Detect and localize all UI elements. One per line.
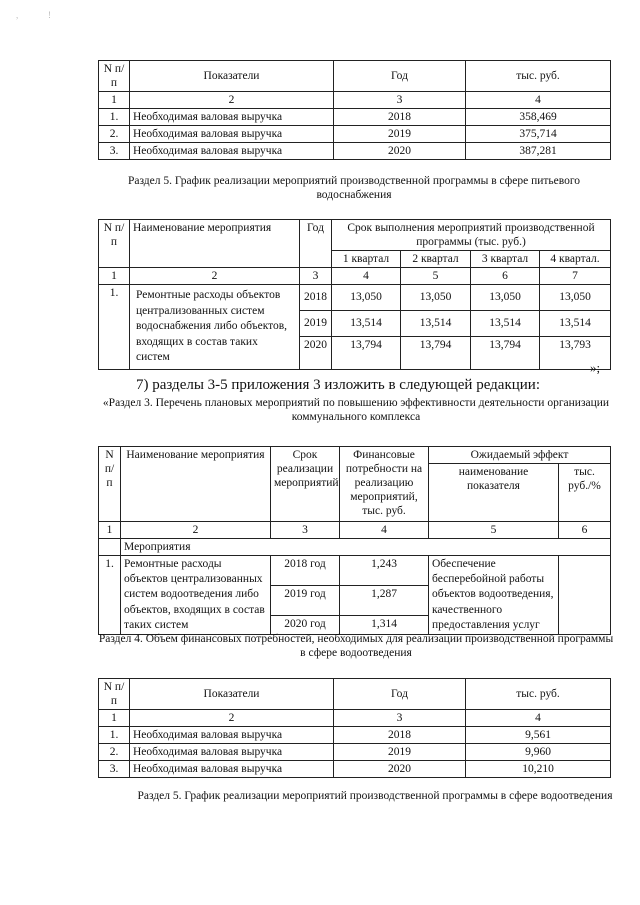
col-header-name: Наименование мероприятия — [130, 220, 300, 268]
col-header-effect: Ожидаемый эффект — [429, 447, 611, 464]
group-label: Мероприятия — [121, 539, 611, 556]
row-q2: 13,794 — [401, 336, 471, 369]
col-header-term: Срок выполнения мероприятий производственной программы (тыс. руб.) — [332, 220, 611, 251]
row-year: 2019 — [334, 126, 466, 143]
col-number: 4 — [466, 92, 611, 109]
row-num: 1. — [99, 556, 121, 635]
quarter-header: 1 квартал — [332, 251, 401, 268]
row-indicator: Необходимая валовая выручка — [130, 143, 334, 160]
table-row — [99, 126, 611, 143]
row-amount: 9,960 — [466, 744, 611, 761]
row-term: 2020 год — [271, 615, 340, 634]
row-year: 2020 — [334, 143, 466, 160]
row-amount: 1,243 — [340, 556, 429, 586]
col-header-amount: тыс. руб. — [466, 61, 611, 92]
row-q2: 13,514 — [401, 310, 471, 336]
section-4-title: Раздел 4. Объем финансовых потребностей, необходимых для реализации производственной программы в сфере водоотведения — [98, 633, 614, 660]
scan-mark: ! — [48, 10, 51, 20]
col-header-financing: Финансовые потребности на реализацию мероприятий, тыс. руб. — [340, 447, 429, 522]
col-number: 2 — [121, 522, 271, 539]
row-amount: 1,287 — [340, 586, 429, 616]
col-header-year: Год — [334, 679, 466, 710]
section-5-sewer-title: Раздел 5. График реализации мероприятий производственной программы в сфере водоотведения — [137, 790, 613, 802]
row-indicator: Необходимая валовая выручка — [130, 126, 334, 143]
col-number: 4 — [340, 522, 429, 539]
row-amount: 375,714 — [466, 126, 611, 143]
row-q4: 13,793 — [540, 336, 611, 369]
col-header-unit: тыс. руб./% — [559, 464, 611, 522]
row-year: 2019 — [334, 744, 466, 761]
row-num: 2. — [99, 744, 130, 761]
col-header-amount: тыс. руб. — [466, 679, 611, 710]
row-name: Ремонтные расходы объектов централизованных систем водоотведения либо объектов, входящих в состав таких систем — [121, 556, 271, 635]
col-number: 1 — [99, 710, 130, 727]
row-term: 2019 год — [271, 586, 340, 616]
quarter-header: 2 квартал — [401, 251, 471, 268]
row-indicator: Необходимая валовая выручка — [130, 744, 334, 761]
col-header-indicator: Показатели — [130, 61, 334, 92]
row-amount: 10,210 — [466, 761, 611, 778]
table-row — [99, 109, 611, 126]
col-header-indicator: наименование показателя — [429, 464, 559, 522]
section-3-title: «Раздел 3. Перечень плановых мероприятий по повышению эффективности деятельности организации коммунального комплекса — [102, 397, 610, 424]
col-number: 1 — [99, 268, 130, 285]
row-num: 3. — [99, 143, 130, 160]
col-header-num: N п/п — [99, 220, 130, 268]
table-row — [99, 744, 611, 761]
revenue-table-water — [98, 60, 611, 160]
row-amount: 358,469 — [466, 109, 611, 126]
col-number: 7 — [540, 268, 611, 285]
row-num: 1. — [99, 727, 130, 744]
row-q3: 13,794 — [471, 336, 540, 369]
row-unit — [559, 556, 611, 635]
row-effect: Обеспечение бесперебойной работы объектов водоотведения, качественного предоставления услуг — [429, 556, 559, 635]
row-indicator: Необходимая валовая выручка — [130, 727, 334, 744]
table-row — [99, 556, 611, 586]
row-name: Ремонтные расходы объектов централизованных систем водоснабжения либо объектов, входящих в состав таких систем — [130, 285, 300, 370]
col-number: 4 — [466, 710, 611, 727]
col-number: 2 — [130, 710, 334, 727]
row-q4: 13,514 — [540, 310, 611, 336]
col-header-num: N п/ п — [99, 447, 121, 522]
row-q2: 13,050 — [401, 285, 471, 311]
quarter-header: 3 квартал — [471, 251, 540, 268]
row-amount: 9,561 — [466, 727, 611, 744]
measures-table — [98, 446, 611, 635]
row-year: 2018 — [334, 727, 466, 744]
row-year: 2020 — [334, 761, 466, 778]
col-header-num: N п/п — [99, 61, 130, 92]
row-indicator: Необходимая валовая выручка — [130, 761, 334, 778]
row-num: 1. — [99, 109, 130, 126]
col-number: 2 — [130, 92, 334, 109]
quarter-header: 4 квартал. — [540, 251, 611, 268]
col-number: 3 — [300, 268, 332, 285]
row-q1: 13,514 — [332, 310, 401, 336]
table-row — [99, 143, 611, 160]
col-number: 6 — [559, 522, 611, 539]
row-q1: 13,794 — [332, 336, 401, 369]
col-header-num: N п/п — [99, 679, 130, 710]
col-number: 4 — [332, 268, 401, 285]
col-number: 1 — [99, 522, 121, 539]
closing-quote: »; — [590, 360, 601, 375]
col-number: 3 — [271, 522, 340, 539]
revenue-table-sewer — [98, 678, 611, 778]
amendment-item-7: 7) разделы 3-5 приложения 3 изложить в следующей редакции: — [136, 377, 540, 393]
table-row — [99, 285, 611, 311]
col-number: 2 — [130, 268, 300, 285]
col-number: 3 — [334, 710, 466, 727]
row-num: 1. — [99, 285, 130, 370]
col-number: 5 — [429, 522, 559, 539]
row-q1: 13,050 — [332, 285, 401, 311]
row-year: 2018 — [334, 109, 466, 126]
col-header-year: Год — [300, 220, 332, 268]
scan-mark: , — [16, 10, 19, 20]
schedule-table-water — [98, 219, 611, 370]
row-num: 3. — [99, 761, 130, 778]
table-row — [99, 761, 611, 778]
row-q3: 13,514 — [471, 310, 540, 336]
section-5-water-title: Раздел 5. График реализации мероприятий производственной программы в сфере питьевого водоснабжения — [127, 175, 581, 202]
row-term: 2018 год — [271, 556, 340, 586]
col-number: 5 — [401, 268, 471, 285]
row-year: 2020 — [300, 336, 332, 369]
col-header-year: Год — [334, 61, 466, 92]
table-row — [99, 727, 611, 744]
row-amount: 387,281 — [466, 143, 611, 160]
col-header-term: Срок реализации мероприятий — [271, 447, 340, 522]
row-num: 2. — [99, 126, 130, 143]
col-number: 3 — [334, 92, 466, 109]
col-number: 6 — [471, 268, 540, 285]
row-q4: 13,050 — [540, 285, 611, 311]
row-indicator: Необходимая валовая выручка — [130, 109, 334, 126]
col-header-indicator: Показатели — [130, 679, 334, 710]
row-year: 2018 — [300, 285, 332, 311]
group-spacer — [99, 539, 121, 556]
col-header-name: Наименование мероприятия — [121, 447, 271, 522]
row-year: 2019 — [300, 310, 332, 336]
col-number: 1 — [99, 92, 130, 109]
row-q3: 13,050 — [471, 285, 540, 311]
row-amount: 1,314 — [340, 615, 429, 634]
